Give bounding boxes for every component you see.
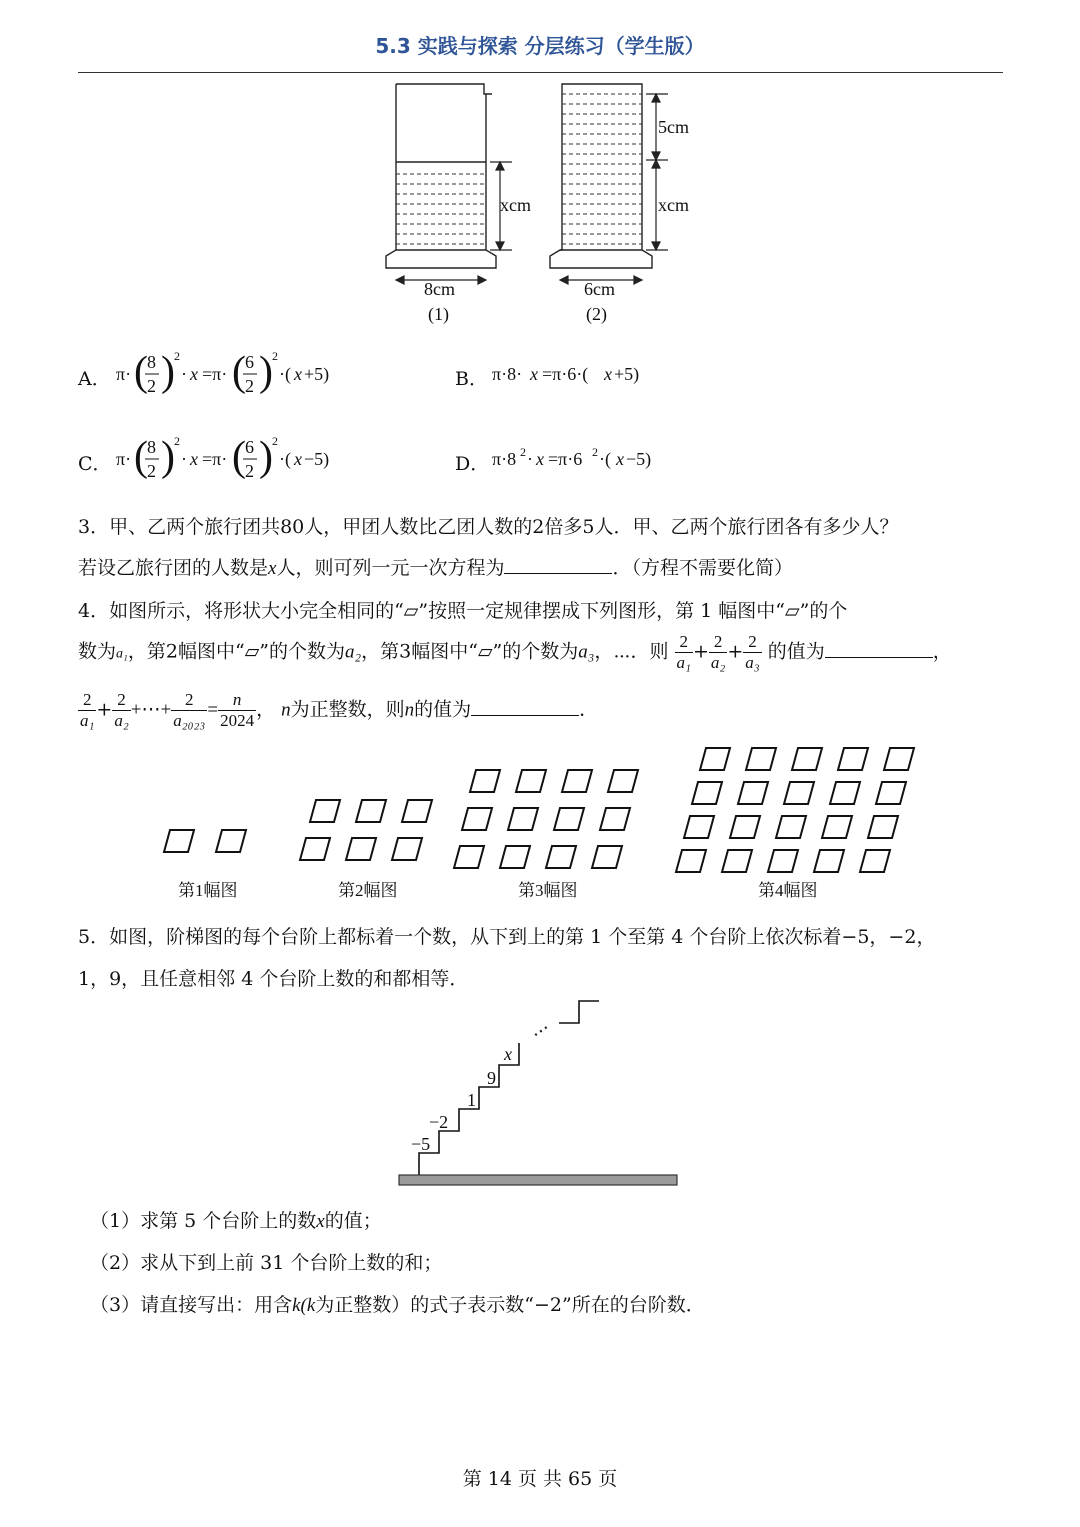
- q4-line2: 数为a₁，第2幅图中“▱”的个数为a₂，第3幅图中“▱”的个数为a₃，⋯．则 $\frac{2}{\text{a₁}}$ + $\frac{2}{\text{a₂}}$ + $\frac{2}{\text{a₃}}$ 的值为 ，: [78, 632, 952, 672]
- svg-text:·(: ·(: [599, 449, 611, 469]
- svg-text:·(: ·(: [279, 449, 291, 469]
- svg-text:(: (: [232, 434, 246, 480]
- staircase-figure: [395, 995, 685, 1190]
- svg-text:6: 6: [245, 437, 254, 457]
- svg-text:=π·6: =π·6: [548, 449, 583, 469]
- option-c-formula: [114, 431, 354, 487]
- svg-text:·: ·: [181, 449, 187, 469]
- svg-text:x: x: [294, 449, 302, 469]
- stair-label-1: −5: [411, 1134, 431, 1154]
- svg-text:(: (: [134, 434, 148, 480]
- option-a-formula: [114, 346, 354, 402]
- svg-text:=π·: =π·: [202, 364, 228, 384]
- svg-text:π·8·: π·8·: [492, 364, 523, 384]
- svg-text:+5): +5): [614, 364, 640, 384]
- q4-answer-blank-2[interactable]: [471, 697, 579, 716]
- svg-text:·(: ·(: [279, 364, 291, 384]
- option-b-label: B．: [455, 368, 488, 390]
- svg-text:2: 2: [174, 349, 180, 363]
- svg-text:π·: π·: [116, 364, 132, 384]
- cylinder-figure: [380, 80, 710, 330]
- q4-line1: 4．如图所示，将形状大小完全相同的“▱”按照一定规律摆成下列图形，第 1 幅图中“▱”的个: [78, 600, 848, 622]
- svg-text:2: 2: [245, 461, 254, 481]
- svg-text:(: (: [134, 349, 148, 395]
- svg-text:x: x: [604, 364, 612, 384]
- q5-sub2: （2）求从下到上前 31 个台阶上数的和；: [90, 1252, 443, 1274]
- q5-line1: 5．如图，阶梯图的每个台阶上都标着一个数，从下到上的第 1 个至第 4 个台阶上依次标着−5，−2，: [78, 926, 936, 948]
- q5-sub1: （1）求第 5 个台阶上的数x的值；: [90, 1210, 382, 1232]
- cyl1-diameter-label: 8cm: [424, 279, 455, 299]
- svg-text:): ): [161, 349, 175, 395]
- svg-text:x: x: [616, 449, 624, 469]
- stair-label-3: 1: [467, 1090, 476, 1110]
- svg-text:=π·: =π·: [202, 449, 228, 469]
- svg-text:): ): [259, 349, 273, 395]
- q5-line2: 1，9，且任意相邻 4 个台阶上数的和都相等．: [78, 968, 469, 990]
- q5-sub3: （3）请直接写出：用含k(k为正整数）的式子表示数“−2”所在的台阶数．: [90, 1294, 705, 1316]
- svg-text:=π·6·(: =π·6·(: [542, 364, 589, 384]
- svg-text:8: 8: [147, 352, 156, 372]
- fig-label-1: 第1幅图: [178, 881, 238, 900]
- q3-line2: 若设乙旅行团的人数是x人，则可列一元一次方程为 ．（方程不需要化简）: [78, 557, 793, 579]
- cyl2-height-label: xcm: [658, 195, 689, 215]
- svg-text:π·: π·: [116, 449, 132, 469]
- svg-text:x: x: [190, 449, 198, 469]
- parallelogram-pattern-figure: [150, 740, 950, 910]
- cyl1-height-label: xcm: [500, 195, 531, 215]
- svg-text:2: 2: [245, 376, 254, 396]
- svg-text:−5): −5): [304, 449, 330, 469]
- option-d-label: D．: [455, 453, 490, 475]
- svg-text:+5): +5): [304, 364, 330, 384]
- svg-text:2: 2: [147, 461, 156, 481]
- option-b-formula: [492, 356, 692, 392]
- option-d-formula: [492, 441, 692, 477]
- svg-text:x: x: [294, 364, 302, 384]
- fig-label-3: 第3幅图: [518, 881, 578, 900]
- page-header-title: 5.3 实践与探索 分层练习（学生版）: [375, 34, 705, 58]
- stair-label-2: −2: [429, 1112, 449, 1132]
- option-c-label: C．: [78, 453, 112, 475]
- q4-answer-blank-1[interactable]: [825, 639, 933, 658]
- cyl2-caption: (2): [586, 304, 607, 324]
- svg-text:): ): [259, 434, 273, 480]
- svg-text:·: ·: [527, 449, 533, 469]
- stair-ellipsis: ⋯: [527, 1017, 554, 1045]
- option-a-label: A．: [78, 368, 111, 390]
- fig-label-4: 第4幅图: [758, 881, 818, 900]
- q3-line1: 3．甲、乙两个旅行团共80人，甲团人数比乙团人数的2倍多5人．甲、乙两个旅行团各有多少人？: [78, 516, 899, 538]
- svg-text:π·8: π·8: [492, 449, 517, 469]
- svg-text:−5): −5): [626, 449, 652, 469]
- svg-text:2: 2: [520, 445, 526, 459]
- svg-text:·: ·: [181, 364, 187, 384]
- q4-line3: $\frac{2}{\text{a₁}}$ + $\frac{2}{\text{a₂}}$ +⋯+ $\frac{2}{\text{a₂₀₂₃}}$ = $\frac{n}{2024}$ ， n为正整数，则n的值为 ．: [80, 690, 599, 730]
- cyl1-caption: (1): [428, 304, 449, 324]
- header-rule: [78, 72, 1003, 73]
- svg-text:x: x: [530, 364, 538, 384]
- svg-text:x: x: [190, 364, 198, 384]
- svg-text:2: 2: [174, 434, 180, 448]
- svg-text:2: 2: [147, 376, 156, 396]
- svg-text:2: 2: [592, 445, 598, 459]
- stair-label-5: x: [504, 1044, 512, 1064]
- cyl2-diameter-label: 6cm: [584, 279, 615, 299]
- svg-text:x: x: [536, 449, 544, 469]
- svg-text:8: 8: [147, 437, 156, 457]
- page-number-footer: 第 14 页 共 65 页: [462, 1468, 618, 1490]
- fig-label-2: 第2幅图: [338, 881, 398, 900]
- q3-answer-blank[interactable]: [504, 555, 612, 574]
- svg-text:): ): [161, 434, 175, 480]
- svg-text:6: 6: [245, 352, 254, 372]
- cyl2-top-label: 5cm: [658, 117, 689, 137]
- svg-text:2: 2: [272, 434, 278, 448]
- svg-text:(: (: [232, 349, 246, 395]
- svg-text:2: 2: [272, 349, 278, 363]
- stair-label-4: 9: [487, 1068, 496, 1088]
